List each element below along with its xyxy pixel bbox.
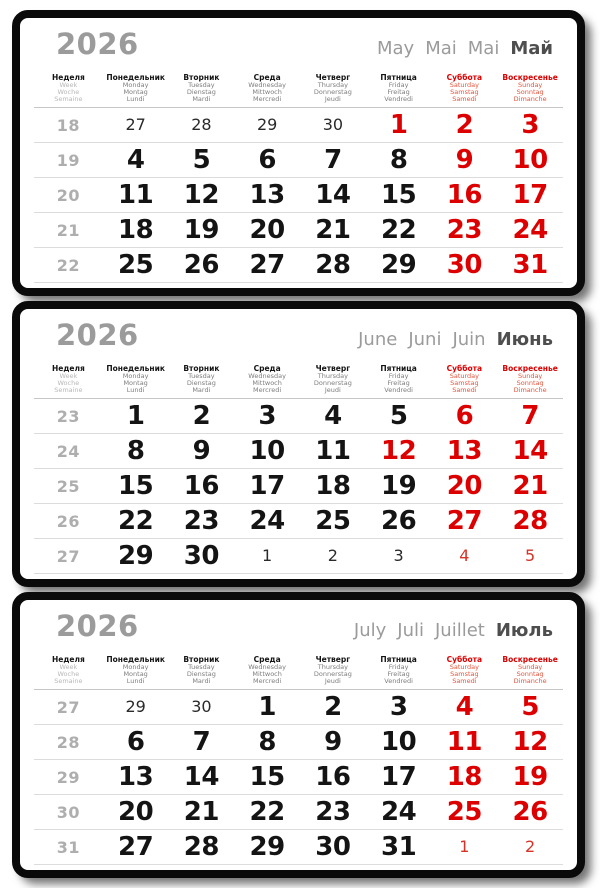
month-panel bbox=[12, 301, 585, 587]
weekday-sublabel: Jeudi bbox=[324, 386, 341, 394]
day-cell: 7 bbox=[192, 727, 211, 757]
day-cell: 3 bbox=[393, 546, 404, 565]
week-row bbox=[34, 725, 563, 760]
panel-header bbox=[20, 600, 577, 648]
weekday-label: Понедельник bbox=[106, 655, 165, 664]
day-cell: 14 bbox=[183, 762, 219, 792]
day-cell: 12 bbox=[381, 436, 417, 466]
weekday-sublabel: Mercredi bbox=[253, 95, 282, 103]
day-cell: 27 bbox=[118, 832, 154, 862]
week-number: 31 bbox=[56, 837, 81, 857]
weekday-label: Пятница bbox=[380, 655, 417, 664]
weekday-header bbox=[366, 364, 432, 394]
day-cell: 24 bbox=[249, 506, 285, 536]
day-cell: 12 bbox=[512, 727, 548, 757]
weekday-header bbox=[497, 364, 563, 394]
weekday-sublabel: Vendredi bbox=[384, 386, 413, 394]
month-panel bbox=[12, 592, 585, 878]
day-cell: 25 bbox=[446, 797, 482, 827]
day-cell: 23 bbox=[183, 506, 219, 536]
day-cell: 8 bbox=[126, 436, 145, 466]
day-cell: 5 bbox=[525, 546, 536, 565]
week-column-header bbox=[34, 364, 103, 394]
week-number: 30 bbox=[56, 802, 81, 822]
weekday-sublabel: Saturday bbox=[449, 372, 480, 380]
weekday-sublabel: Dimanche bbox=[513, 95, 547, 103]
weekday-sublabel: Samstag bbox=[450, 379, 479, 387]
day-cell: 3 bbox=[521, 110, 539, 140]
weekday-header bbox=[169, 73, 235, 103]
day-cell: 2 bbox=[327, 546, 338, 565]
weekday-header-row bbox=[34, 655, 563, 690]
day-cell: 10 bbox=[512, 145, 548, 175]
day-cell: 16 bbox=[446, 180, 482, 210]
week-row bbox=[34, 690, 563, 725]
weekday-sublabel: Mercredi bbox=[253, 386, 282, 394]
month-names bbox=[354, 622, 553, 640]
day-cell: 9 bbox=[192, 436, 211, 466]
week-number: 24 bbox=[56, 441, 81, 461]
week-column-sublabel: Week bbox=[59, 372, 78, 380]
week-row bbox=[34, 504, 563, 539]
day-cell: 17 bbox=[512, 180, 548, 210]
weekday-label: Пятница bbox=[380, 73, 417, 82]
weekday-sublabel: Freitag bbox=[387, 88, 410, 96]
weekday-label: Среда bbox=[253, 364, 281, 373]
weekday-sublabel: Montag bbox=[123, 88, 148, 96]
day-cell: 2 bbox=[324, 692, 342, 722]
weekday-label: Суббота bbox=[446, 364, 483, 373]
week-number: 20 bbox=[56, 185, 81, 205]
day-cell: 1 bbox=[262, 546, 273, 565]
weekday-label: Четверг bbox=[315, 655, 351, 664]
weekday-header bbox=[432, 73, 498, 103]
weekday-sublabel: Montag bbox=[123, 670, 148, 678]
day-cell: 4 bbox=[324, 401, 342, 431]
week-column-sublabel: Semaine bbox=[54, 677, 83, 685]
day-cell: 27 bbox=[446, 506, 482, 536]
weeks-grid bbox=[34, 690, 563, 865]
weekday-header bbox=[432, 655, 498, 685]
month-names bbox=[377, 40, 553, 58]
weekday-sublabel: Wednesday bbox=[248, 663, 286, 671]
day-cell: 3 bbox=[389, 692, 408, 722]
week-number: 22 bbox=[56, 255, 81, 275]
week-number: 23 bbox=[56, 406, 81, 426]
day-cell: 10 bbox=[249, 436, 285, 466]
month-name-fr: Juillet bbox=[435, 620, 485, 641]
day-cell: 28 bbox=[183, 832, 219, 862]
week-number: 25 bbox=[56, 476, 81, 496]
month-name-ru: Май bbox=[510, 38, 553, 59]
day-cell: 13 bbox=[118, 762, 154, 792]
weekday-sublabel: Wednesday bbox=[248, 372, 286, 380]
calendar-stack bbox=[12, 10, 585, 878]
month-name-en: May bbox=[376, 38, 415, 59]
year-label: 2026 bbox=[56, 27, 139, 61]
day-cell: 4 bbox=[455, 692, 474, 722]
weekday-sublabel: Donnerstag bbox=[313, 88, 352, 96]
day-cell: 26 bbox=[183, 250, 219, 280]
week-column-sublabel: Woche bbox=[57, 88, 80, 96]
day-cell: 20 bbox=[249, 215, 285, 245]
weekday-header bbox=[497, 73, 563, 103]
day-cell: 2 bbox=[525, 837, 536, 856]
year-label: 2026 bbox=[56, 318, 139, 352]
day-cell: 23 bbox=[315, 797, 351, 827]
weekday-sublabel: Mittwoch bbox=[252, 670, 282, 678]
week-row bbox=[34, 213, 563, 248]
weekday-header bbox=[366, 73, 432, 103]
day-cell: 9 bbox=[455, 145, 474, 175]
weekday-header bbox=[103, 364, 169, 394]
weekday-header bbox=[300, 364, 366, 394]
week-column-sublabel: Woche bbox=[57, 379, 80, 387]
weekday-label: Воскресенье bbox=[502, 364, 558, 373]
day-cell: 11 bbox=[315, 436, 351, 466]
day-cell: 15 bbox=[381, 180, 417, 210]
panel-header bbox=[20, 18, 577, 66]
day-cell: 18 bbox=[315, 471, 351, 501]
year-label: 2026 bbox=[56, 609, 139, 643]
day-cell: 11 bbox=[118, 180, 154, 210]
day-cell: 13 bbox=[446, 436, 482, 466]
weekday-sublabel: Sunday bbox=[517, 372, 543, 380]
weekday-header-row bbox=[34, 73, 563, 108]
week-row bbox=[34, 434, 563, 469]
week-number: 18 bbox=[56, 115, 81, 135]
week-number: 26 bbox=[56, 511, 81, 531]
day-cell: 6 bbox=[126, 727, 145, 757]
weekday-sublabel: Montag bbox=[123, 379, 148, 387]
day-cell: 6 bbox=[258, 145, 276, 175]
weekday-sublabel: Mercredi bbox=[253, 677, 282, 685]
day-cell: 19 bbox=[512, 762, 548, 792]
weekday-label: Воскресенье bbox=[502, 73, 558, 82]
week-column-label: Неделя bbox=[51, 655, 85, 664]
weekday-sublabel: Tuesday bbox=[188, 81, 215, 89]
day-cell: 5 bbox=[521, 692, 539, 722]
month-name-fr: Mai bbox=[467, 38, 500, 59]
weekday-header bbox=[234, 364, 300, 394]
day-cell: 31 bbox=[512, 250, 548, 280]
day-cell: 24 bbox=[381, 797, 417, 827]
weekday-sublabel: Vendredi bbox=[384, 677, 413, 685]
weekday-sublabel: Sonntag bbox=[516, 88, 544, 96]
week-column-sublabel: Semaine bbox=[54, 95, 83, 103]
weekday-label: Четверг bbox=[315, 364, 351, 373]
weeks-grid bbox=[34, 399, 563, 574]
day-cell: 22 bbox=[249, 797, 285, 827]
day-cell: 7 bbox=[521, 401, 539, 431]
weekday-sublabel: Tuesday bbox=[188, 663, 215, 671]
day-cell: 27 bbox=[249, 250, 285, 280]
week-row bbox=[34, 248, 563, 283]
weekday-header bbox=[234, 73, 300, 103]
week-row bbox=[34, 469, 563, 504]
weekday-sublabel: Friday bbox=[388, 81, 409, 89]
day-cell: 4 bbox=[126, 145, 145, 175]
day-cell: 26 bbox=[512, 797, 548, 827]
day-cell: 30 bbox=[446, 250, 482, 280]
week-column-header bbox=[34, 73, 103, 103]
weekday-sublabel: Mittwoch bbox=[252, 88, 282, 96]
weekday-sublabel: Thursday bbox=[317, 81, 348, 89]
day-cell: 10 bbox=[381, 727, 417, 757]
weekday-header bbox=[300, 655, 366, 685]
week-number: 19 bbox=[56, 150, 81, 170]
day-cell: 31 bbox=[381, 832, 417, 862]
weekday-header bbox=[169, 655, 235, 685]
month-name-de: Mai bbox=[425, 38, 457, 59]
day-cell: 28 bbox=[191, 115, 212, 134]
weekday-sublabel: Samedi bbox=[452, 95, 477, 103]
week-number: 28 bbox=[56, 732, 81, 752]
day-cell: 23 bbox=[446, 215, 482, 245]
weekday-sublabel: Vendredi bbox=[384, 95, 413, 103]
day-cell: 17 bbox=[249, 471, 285, 501]
weekday-sublabel: Thursday bbox=[317, 663, 348, 671]
day-cell: 27 bbox=[125, 115, 146, 134]
weekday-sublabel: Saturday bbox=[449, 663, 480, 671]
day-cell: 7 bbox=[324, 145, 342, 175]
weekday-label: Понедельник bbox=[106, 73, 165, 82]
day-cell: 30 bbox=[322, 115, 344, 134]
week-row bbox=[34, 830, 563, 865]
week-column-sublabel: Week bbox=[59, 663, 78, 671]
day-cell: 14 bbox=[512, 436, 548, 466]
day-cell: 18 bbox=[118, 215, 154, 245]
month-name-de: Juni bbox=[408, 329, 442, 350]
weekday-sublabel: Monday bbox=[122, 663, 149, 671]
weekday-sublabel: Friday bbox=[388, 372, 409, 380]
month-names bbox=[358, 331, 553, 349]
weekday-sublabel: Monday bbox=[122, 372, 149, 380]
day-cell: 1 bbox=[126, 401, 145, 431]
day-cell: 18 bbox=[446, 762, 482, 792]
week-row bbox=[34, 539, 563, 574]
day-cell: 8 bbox=[389, 145, 408, 175]
weekday-header bbox=[103, 655, 169, 685]
weekday-label: Четверг bbox=[315, 73, 351, 82]
week-row bbox=[34, 760, 563, 795]
day-cell: 8 bbox=[258, 727, 276, 757]
weekday-label: Пятница bbox=[380, 364, 417, 373]
weekday-sublabel: Donnerstag bbox=[313, 379, 352, 387]
month-name-en: July bbox=[353, 620, 387, 641]
weekday-sublabel: Wednesday bbox=[248, 81, 286, 89]
weekday-sublabel: Dimanche bbox=[513, 677, 547, 685]
day-cell: 13 bbox=[249, 180, 285, 210]
week-column-header bbox=[34, 655, 103, 685]
weekday-label: Суббота bbox=[446, 655, 483, 664]
weekday-header bbox=[366, 655, 432, 685]
weekday-sublabel: Thursday bbox=[317, 372, 348, 380]
week-number: 27 bbox=[56, 697, 81, 717]
day-cell: 21 bbox=[315, 215, 351, 245]
weekday-sublabel: Samstag bbox=[450, 670, 479, 678]
weekday-header bbox=[432, 364, 498, 394]
week-row bbox=[34, 178, 563, 213]
day-cell: 25 bbox=[315, 506, 351, 536]
day-cell: 2 bbox=[455, 110, 474, 140]
week-row bbox=[34, 143, 563, 178]
day-cell: 29 bbox=[256, 115, 278, 134]
day-cell: 30 bbox=[315, 832, 351, 862]
weekday-sublabel: Jeudi bbox=[324, 677, 341, 685]
week-number: 27 bbox=[56, 546, 81, 566]
day-cell: 16 bbox=[183, 471, 219, 501]
day-cell: 22 bbox=[118, 506, 154, 536]
day-cell: 14 bbox=[315, 180, 351, 210]
weekday-sublabel: Sunday bbox=[517, 81, 543, 89]
week-column-label: Неделя bbox=[51, 73, 85, 82]
day-cell: 15 bbox=[118, 471, 154, 501]
weekday-sublabel: Samedi bbox=[452, 386, 477, 394]
weekday-sublabel: Mardi bbox=[192, 95, 211, 103]
weekday-sublabel: Freitag bbox=[387, 379, 410, 387]
weekday-header bbox=[103, 73, 169, 103]
weekday-header bbox=[234, 655, 300, 685]
weekday-sublabel: Samstag bbox=[450, 88, 479, 96]
weekday-label: Понедельник bbox=[106, 364, 165, 373]
day-cell: 19 bbox=[381, 471, 417, 501]
week-column-sublabel: Semaine bbox=[54, 386, 83, 394]
week-row bbox=[34, 399, 563, 434]
week-column-sublabel: Week bbox=[59, 81, 78, 89]
weekday-header-row bbox=[34, 364, 563, 399]
day-cell: 20 bbox=[446, 471, 482, 501]
day-cell: 15 bbox=[249, 762, 285, 792]
weekday-sublabel: Donnerstag bbox=[313, 670, 352, 678]
day-cell: 17 bbox=[381, 762, 417, 792]
month-name-fr: Juin bbox=[452, 329, 486, 350]
weekday-sublabel: Lundi bbox=[126, 95, 145, 103]
day-cell: 1 bbox=[389, 110, 408, 140]
day-cell: 29 bbox=[381, 250, 417, 280]
day-cell: 22 bbox=[381, 215, 417, 245]
month-name-ru: Июль bbox=[495, 620, 553, 641]
weekday-header bbox=[497, 655, 563, 685]
day-cell: 11 bbox=[446, 727, 482, 757]
day-cell: 21 bbox=[512, 471, 548, 501]
weekday-label: Вторник bbox=[183, 655, 220, 664]
weekday-sublabel: Dienstag bbox=[186, 88, 216, 96]
weekday-sublabel: Monday bbox=[122, 81, 149, 89]
weekday-sublabel: Sonntag bbox=[516, 670, 544, 678]
weekday-label: Среда bbox=[253, 655, 281, 664]
month-name-en: June bbox=[358, 329, 398, 350]
weekday-header bbox=[169, 364, 235, 394]
day-cell: 12 bbox=[183, 180, 219, 210]
day-cell: 28 bbox=[315, 250, 351, 280]
weekday-sublabel: Friday bbox=[388, 663, 409, 671]
month-panel bbox=[12, 10, 585, 296]
weekday-label: Вторник bbox=[183, 73, 220, 82]
day-cell: 1 bbox=[459, 837, 470, 856]
day-cell: 25 bbox=[118, 250, 154, 280]
week-column-sublabel: Woche bbox=[57, 670, 80, 678]
weekday-label: Воскресенье bbox=[502, 655, 558, 664]
weekday-sublabel: Tuesday bbox=[188, 372, 215, 380]
weekday-sublabel: Dienstag bbox=[186, 379, 216, 387]
day-cell: 5 bbox=[389, 401, 408, 431]
weekday-sublabel: Lundi bbox=[126, 386, 145, 394]
weekday-sublabel: Mardi bbox=[192, 386, 211, 394]
day-cell: 4 bbox=[459, 546, 470, 565]
week-number: 21 bbox=[56, 220, 81, 240]
weekday-label: Суббота bbox=[446, 73, 483, 82]
panel-header bbox=[20, 309, 577, 357]
weekday-sublabel: Samedi bbox=[452, 677, 477, 685]
day-cell: 2 bbox=[192, 401, 211, 431]
day-cell: 20 bbox=[118, 797, 154, 827]
weekday-sublabel: Mittwoch bbox=[252, 379, 282, 387]
week-row bbox=[34, 795, 563, 830]
day-cell: 29 bbox=[118, 541, 154, 571]
day-cell: 30 bbox=[191, 697, 212, 716]
day-cell: 30 bbox=[183, 541, 219, 571]
weekday-sublabel: Jeudi bbox=[324, 95, 341, 103]
day-cell: 1 bbox=[258, 692, 276, 722]
day-cell: 21 bbox=[183, 797, 219, 827]
weekday-sublabel: Sonntag bbox=[516, 379, 544, 387]
day-cell: 29 bbox=[125, 697, 146, 716]
day-cell: 6 bbox=[455, 401, 474, 431]
day-cell: 3 bbox=[258, 401, 276, 431]
weekday-label: Среда bbox=[253, 73, 281, 82]
day-cell: 29 bbox=[249, 832, 285, 862]
week-number: 29 bbox=[56, 767, 81, 787]
day-cell: 16 bbox=[315, 762, 351, 792]
weekday-sublabel: Sunday bbox=[517, 663, 543, 671]
day-cell: 26 bbox=[381, 506, 417, 536]
weekday-sublabel: Dimanche bbox=[513, 386, 547, 394]
weekday-label: Вторник bbox=[183, 364, 220, 373]
month-name-ru: Июнь bbox=[496, 329, 553, 350]
weekday-sublabel: Freitag bbox=[387, 670, 410, 678]
day-cell: 24 bbox=[512, 215, 548, 245]
day-cell: 19 bbox=[183, 215, 219, 245]
weekday-sublabel: Lundi bbox=[126, 677, 145, 685]
day-cell: 28 bbox=[512, 506, 548, 536]
weekday-header bbox=[300, 73, 366, 103]
day-cell: 5 bbox=[192, 145, 211, 175]
weeks-grid bbox=[34, 108, 563, 283]
weekday-sublabel: Dienstag bbox=[186, 670, 216, 678]
weekday-sublabel: Mardi bbox=[192, 677, 211, 685]
weekday-sublabel: Saturday bbox=[449, 81, 480, 89]
week-column-label: Неделя bbox=[51, 364, 85, 373]
week-row bbox=[34, 108, 563, 143]
month-name-de: Juli bbox=[397, 620, 424, 641]
day-cell: 9 bbox=[324, 727, 342, 757]
